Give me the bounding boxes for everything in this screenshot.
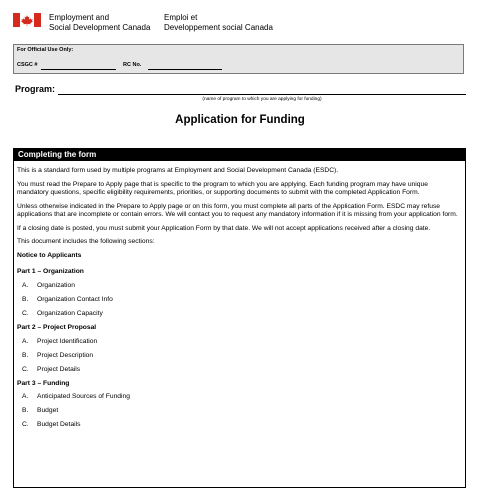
item-label: Organization: [37, 281, 75, 289]
list-item: [22, 282, 461, 290]
item-letter: A.: [22, 393, 29, 401]
intro-paragraph: This is a standard form used by multiple programs at Employment and Social Development Canada (ESDC).: [17, 167, 339, 174]
canada-flag-icon: [13, 13, 41, 27]
dept-fr-line1: Emploi et: [164, 13, 198, 22]
dept-fr-line2: Developpement social Canada: [164, 22, 273, 32]
rc-label: RC No.: [123, 62, 142, 68]
item-letter: A.: [22, 281, 29, 289]
item-label: Budget: [37, 407, 59, 415]
department-name-english: [49, 13, 150, 32]
item-label: Budget Details: [37, 421, 81, 429]
sections-paragraph: This document includes the following sections:: [17, 238, 155, 246]
program-underline: [58, 94, 466, 95]
item-letter: C.: [22, 365, 29, 373]
department-name-french: [164, 13, 273, 32]
item-letter: A.: [22, 337, 29, 345]
list-item: [22, 352, 461, 360]
part-2-heading: Part 2 – Project Proposal: [17, 323, 97, 331]
notice-heading: Notice to Applicants: [17, 251, 82, 259]
complete-paragraph: Unless otherwise indicated in the Prepare to Apply page or on this form, you must complete all parts of the Application Form. ESDC may refuse applications that are incomplete or contain errors. We will contact you to request any mandatory information if it is missing from your application form.: [17, 202, 458, 218]
program-input[interactable]: [60, 82, 464, 94]
official-use-title: For Official Use Only:: [17, 47, 74, 53]
item-label: Organization Capacity: [37, 309, 103, 317]
item-label: Project Identification: [37, 337, 98, 345]
part-3-heading: Part 3 – Funding: [17, 379, 70, 387]
closing-date-paragraph: If a closing date is posted, you must submit your Application Form by that date. We will not accept applications received after a closing date.: [17, 224, 431, 232]
item-letter: B.: [22, 407, 29, 415]
item-label: Organization Contact Info: [37, 295, 113, 303]
official-use-box: [13, 44, 464, 74]
item-letter: B.: [22, 295, 29, 303]
list-item: [22, 366, 461, 374]
item-letter: C.: [22, 309, 29, 317]
list-item: [22, 310, 461, 318]
prepare-paragraph: You must read the Prepare to Apply page that is specific to the program to which you are applying. Each funding program may have unique mandatory questions, specific eligibility requirements, priorities, or supporting documents to submit with the completed Application Form.: [17, 180, 428, 196]
csgc-field: [41, 69, 116, 70]
item-label: Project Details: [37, 365, 81, 373]
department-header: [13, 13, 473, 33]
rc-field: [148, 69, 222, 70]
program-label: Program:: [15, 84, 56, 94]
page-title: Application for Funding: [175, 114, 305, 126]
list-item: [22, 296, 461, 304]
dept-en-line2: Social Development Canada: [49, 22, 151, 32]
program-hint: (name of program to which you are applying for funding): [202, 97, 322, 102]
item-label: Anticipated Sources of Funding: [37, 393, 130, 401]
list-item: [22, 421, 461, 429]
list-item: [22, 407, 461, 415]
item-letter: B.: [22, 351, 29, 359]
item-label: Project Description: [37, 351, 94, 359]
item-letter: C.: [22, 421, 29, 429]
completing-form-panel: [13, 148, 466, 488]
list-item: [22, 393, 461, 401]
dept-en-line1: Employment and: [49, 13, 110, 22]
panel-heading: Completing the form: [14, 149, 465, 161]
list-item: [22, 338, 461, 346]
csgc-label: CSGC #: [17, 62, 38, 68]
part-1-heading: Part 1 – Organization: [17, 268, 84, 276]
panel-body: [14, 161, 465, 429]
